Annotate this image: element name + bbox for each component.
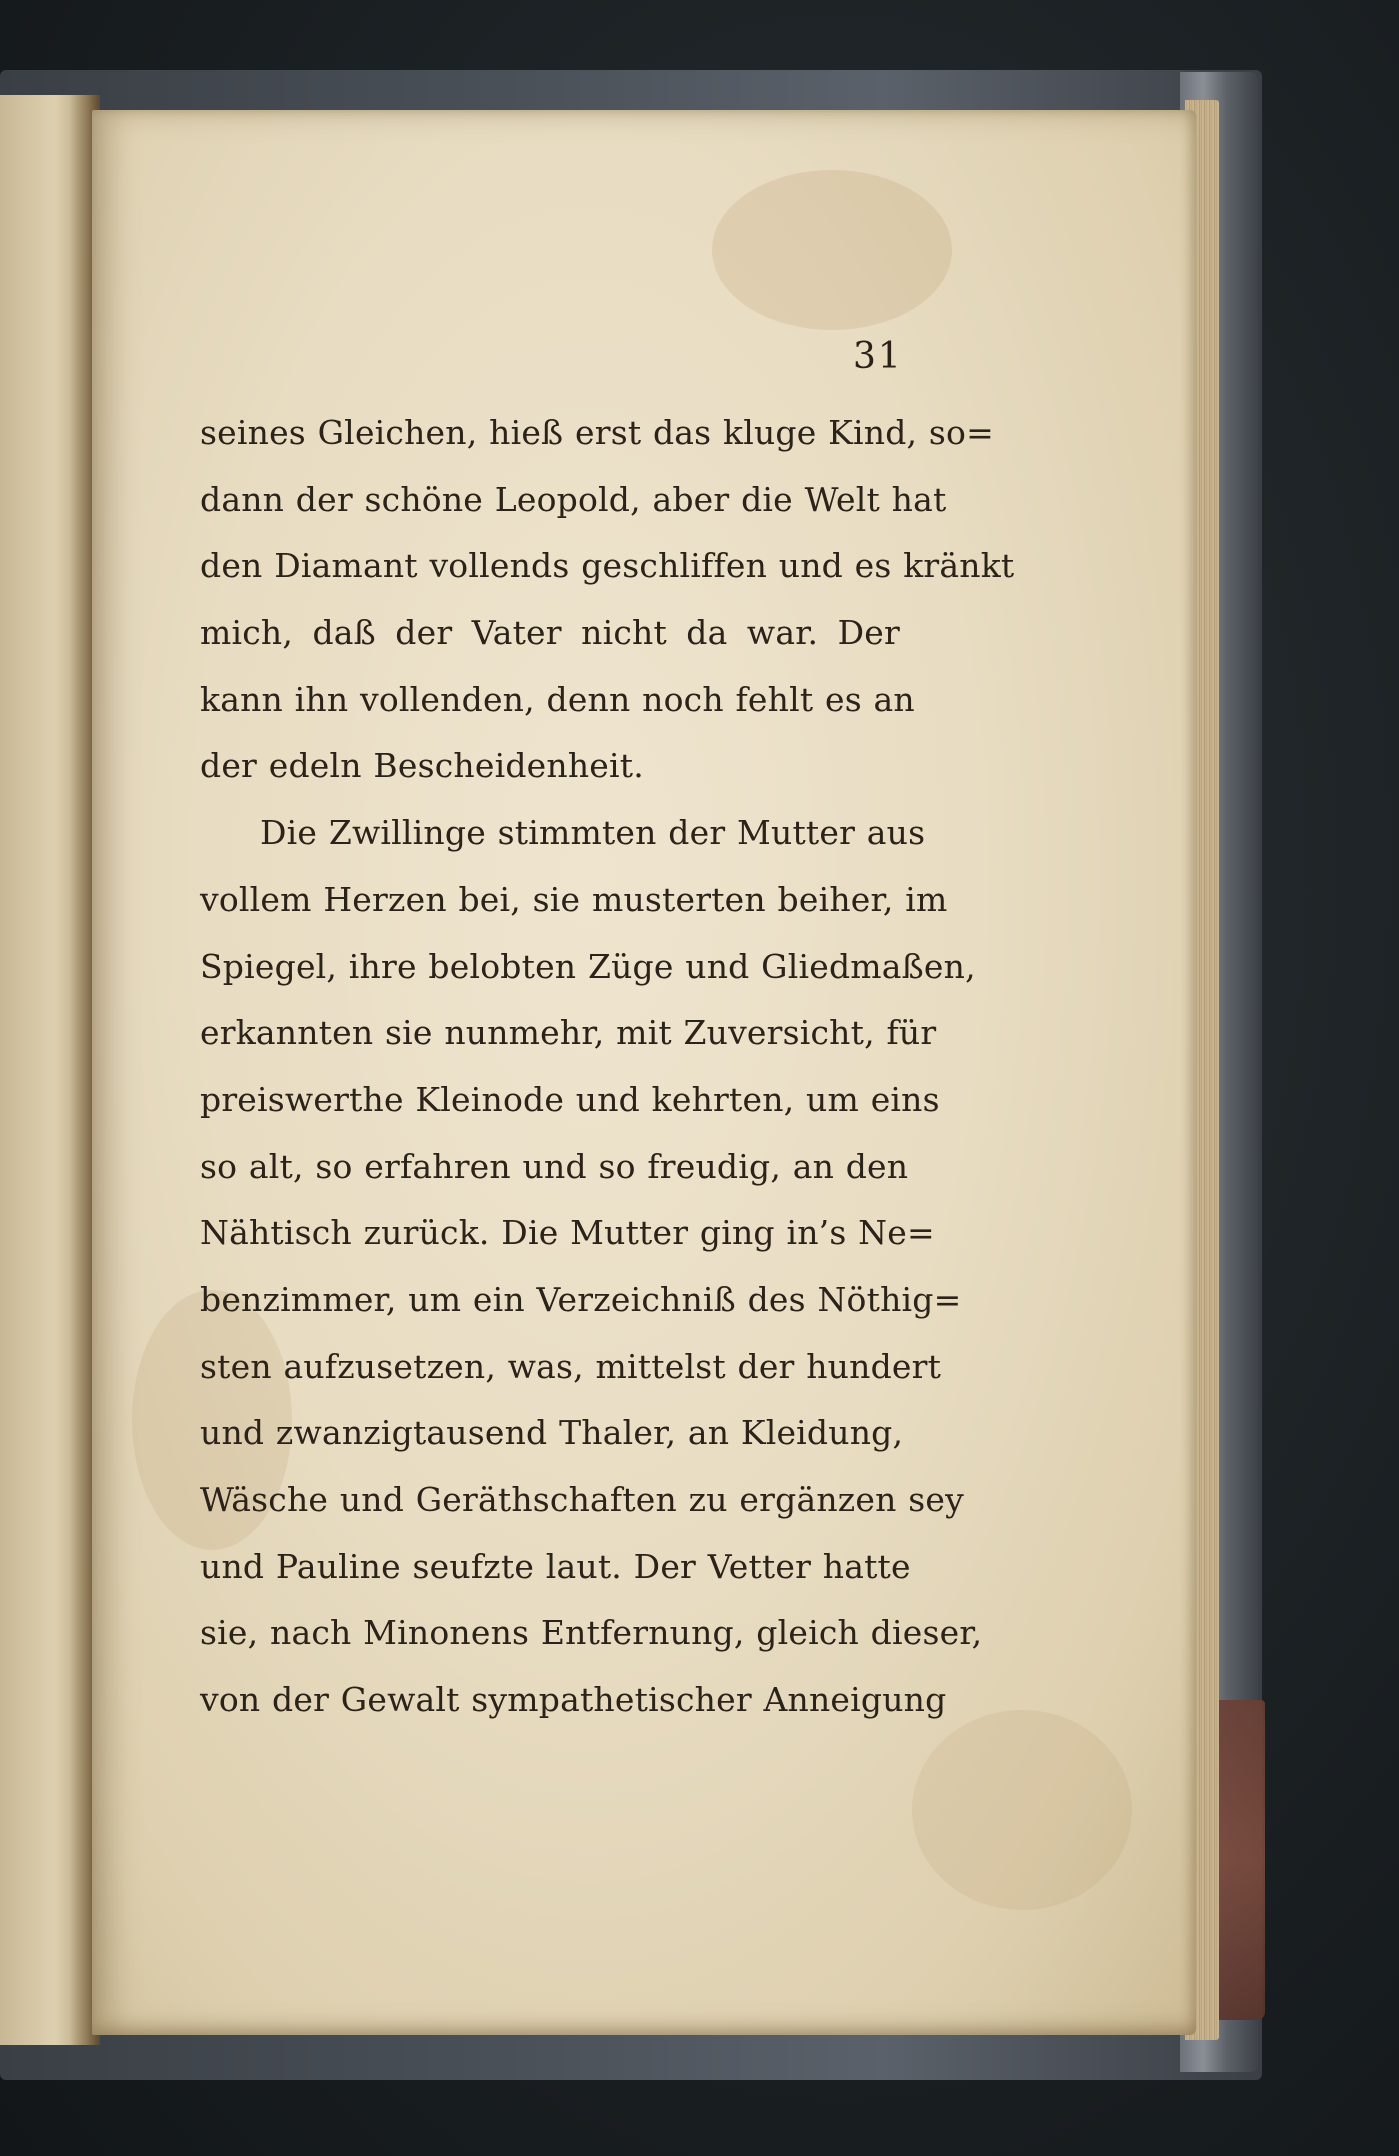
text-line: von der Gewalt sympathetischer Anneigung xyxy=(200,1680,947,1720)
text-line: preiswerthe Kleinode und kehrten, um eins xyxy=(200,1079,940,1119)
text-line: der edeln Bescheidenheit. xyxy=(200,746,644,786)
text-line: mich, daß der Vater nicht da war. Der xyxy=(200,613,900,653)
text-line: sie, nach Minonens Entfernung, gleich dieser, xyxy=(200,1613,983,1653)
text-line: Nähtisch zurück. Die Mutter ging in’s Ne= xyxy=(200,1213,935,1253)
text-line: Spiegel, ihre belobten Züge und Gliedmaßen, xyxy=(200,946,976,986)
text-line: so alt, so erfahren und so freudig, an den xyxy=(200,1146,909,1186)
paper-stain xyxy=(912,1710,1132,1910)
text-line: dann der schöne Leopold, aber die Welt hat xyxy=(200,479,947,519)
page-number: 31 xyxy=(853,336,903,377)
text-line: seines Gleichen, hieß erst das kluge Kind, so= xyxy=(200,413,994,452)
text-line: den Diamant vollends geschliffen und es kränkt xyxy=(200,546,1015,586)
paper-stain xyxy=(712,170,952,330)
text-line: vollem Herzen bei, sie musterten beiher, im xyxy=(200,879,948,919)
text-block xyxy=(200,400,1015,1734)
text-line: Wäsche und Geräthschaften zu ergänzen sey xyxy=(200,1480,964,1519)
text-line: und Pauline seufzte laut. Der Vetter hatte xyxy=(200,1546,911,1586)
text-line: und zwanzigtausend Thaler, an Kleidung, xyxy=(200,1413,904,1453)
text-line: sten aufzusetzen, was, mittelst der hundert xyxy=(200,1346,942,1386)
text-line: benzimmer, um ein Verzeichniß des Nöthig= xyxy=(200,1279,962,1319)
cover-leather-corner xyxy=(1215,1700,1265,2020)
text-line: erkannten sie nunmehr, mit Zuversicht, für xyxy=(200,1013,937,1053)
text-line: kann ihn vollenden, denn noch fehlt es an xyxy=(200,679,915,719)
text-line: Die Zwillinge stimmten der Mutter aus xyxy=(260,813,926,853)
